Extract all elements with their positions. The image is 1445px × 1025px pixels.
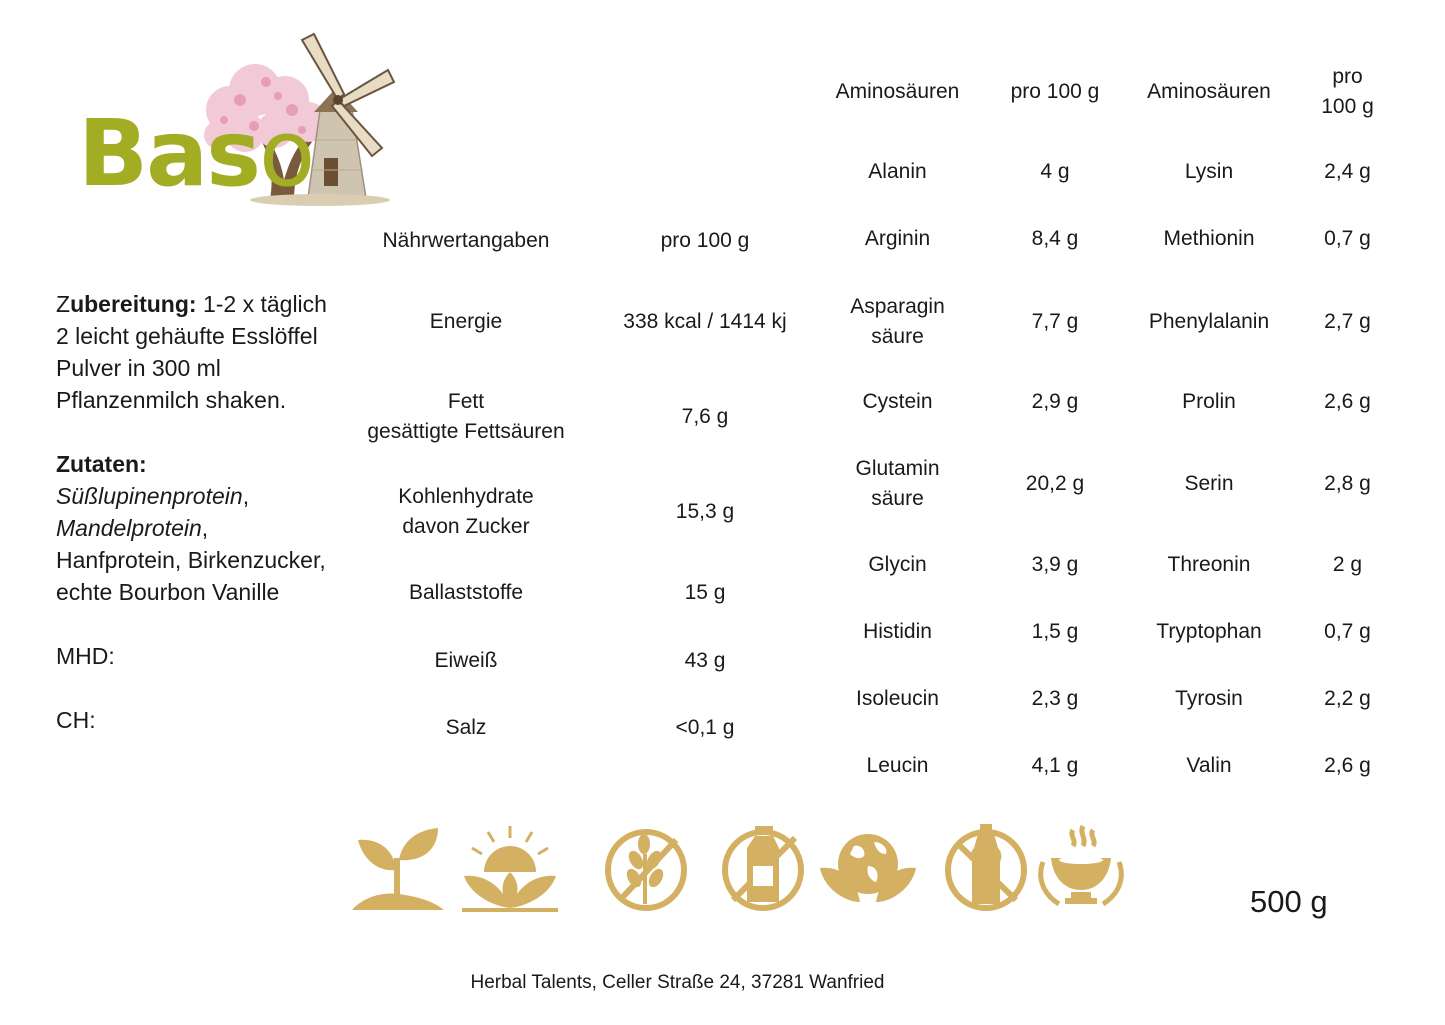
- amino-name: Cystein: [862, 390, 933, 413]
- amino-name: Leucin: [866, 754, 929, 777]
- amino-value: 2,6 g: [1324, 754, 1371, 777]
- amino-value: 7,7 g: [1031, 310, 1079, 333]
- amino-name: Threonin: [1167, 553, 1251, 576]
- amino-name: Arginin: [864, 227, 931, 250]
- nutrition-label: Ballaststoffe: [408, 581, 523, 604]
- amino-name: Glutamin säure: [855, 457, 940, 510]
- amino-value: 2,7 g: [1324, 310, 1371, 333]
- amino-value: 2,8 g: [1324, 472, 1371, 495]
- gluten-free-icon: [598, 818, 694, 914]
- nutrition-value: 15 g: [684, 581, 726, 604]
- amino-name: Isoleucin: [856, 687, 939, 710]
- nutrition-label: Kohlenhydrate davon Zucker: [398, 485, 534, 538]
- amino-name: Valin: [1186, 754, 1232, 777]
- amino-value: 4 g: [1040, 160, 1070, 183]
- brand-logo: [70, 30, 400, 215]
- ingredient-1: Süßlupinenprotein,: [56, 483, 250, 509]
- amino-value: 2,2 g: [1324, 687, 1371, 710]
- preparation-line-1: Zubereitung: 1-2 x täglich: [56, 291, 327, 317]
- mhd-label: MHD:: [56, 643, 115, 669]
- amino-name: Tyrosin: [1175, 687, 1243, 710]
- amino-header-name-2: Aminosäuren: [1147, 80, 1271, 103]
- amino-value: 0,7 g: [1324, 620, 1371, 643]
- brand-name: Baso: [78, 100, 314, 207]
- amino-value: 2,3 g: [1031, 687, 1079, 710]
- sprout-icon: [350, 818, 446, 914]
- preparation-line-4: Pflanzenmilch shaken.: [56, 387, 287, 413]
- certification-icons: [350, 818, 1130, 918]
- nutrition-value: 338 kcal / 1414 kj: [623, 310, 787, 333]
- nutrition-label: Eiweiß: [434, 649, 498, 672]
- amino-name: Tryptophan: [1156, 620, 1262, 643]
- nutrition-value: 15,3 g: [675, 500, 735, 523]
- amino-header-name: Aminosäuren: [835, 80, 960, 103]
- amino-name: Histidin: [863, 620, 932, 643]
- preparation-line-3: Pulver in 300 ml: [56, 355, 221, 381]
- nutrition-header-value: pro 100 g: [660, 229, 750, 252]
- ingredient-2: Mandelprotein,: [56, 515, 209, 541]
- bowl-hands-icon: [1033, 818, 1129, 914]
- amino-name: Prolin: [1182, 390, 1236, 413]
- amino-value: 4,1 g: [1031, 754, 1079, 777]
- no-plastic-bottle-icon: [938, 818, 1034, 914]
- nutrition-label: Fett gesättigte Fettsäuren: [367, 390, 565, 443]
- ingredients-label: Zutaten:: [56, 451, 147, 477]
- amino-name: Glycin: [868, 553, 927, 576]
- preparation-ingredients-block: [56, 288, 356, 736]
- amino-value: 1,5 g: [1031, 620, 1079, 643]
- nutrition-label: Energie: [429, 310, 503, 333]
- nutrition-value: <0,1 g: [675, 716, 735, 739]
- amino-value: 2 g: [1332, 553, 1363, 576]
- amino-value: 2,6 g: [1324, 390, 1371, 413]
- ingredient-4: echte Bourbon Vanille: [56, 579, 280, 605]
- ingredient-3: Hanfprotein, Birkenzucker,: [56, 547, 326, 573]
- preparation-line-2: 2 leicht gehäufte Esslöffel: [56, 323, 318, 349]
- amino-value: 20,2 g: [1025, 472, 1085, 495]
- manufacturer-address: Herbal Talents, Celler Straße 24, 37281 Wanfried: [470, 972, 885, 993]
- ch-label: CH:: [56, 707, 96, 733]
- nutrition-value: 7,6 g: [681, 405, 729, 428]
- amino-name: Methionin: [1163, 227, 1255, 250]
- net-weight: 500 g: [1250, 884, 1328, 919]
- nutrition-header-label: Nährwertangaben: [382, 229, 550, 252]
- amino-value: 2,4 g: [1324, 160, 1371, 183]
- amino-value: 0,7 g: [1324, 227, 1371, 250]
- amino-name: Asparagin säure: [850, 295, 945, 348]
- eco-globe-icon: [820, 818, 916, 914]
- nutrition-label: Salz: [445, 716, 487, 739]
- nutrition-value: 43 g: [684, 649, 726, 672]
- lactose-free-icon: [715, 818, 811, 914]
- amino-value: 3,9 g: [1031, 553, 1079, 576]
- amino-value: 2,9 g: [1031, 390, 1079, 413]
- amino-name: Phenylalanin: [1148, 310, 1270, 333]
- amino-header-value: pro 100 g: [1010, 80, 1100, 103]
- amino-name: Serin: [1184, 472, 1234, 495]
- sunrise-leaves-icon: [462, 818, 558, 914]
- amino-name: Lysin: [1184, 160, 1234, 183]
- amino-value: 8,4 g: [1031, 227, 1079, 250]
- amino-header-value-2: pro 100 g: [1321, 65, 1374, 118]
- amino-name: Alanin: [868, 160, 927, 183]
